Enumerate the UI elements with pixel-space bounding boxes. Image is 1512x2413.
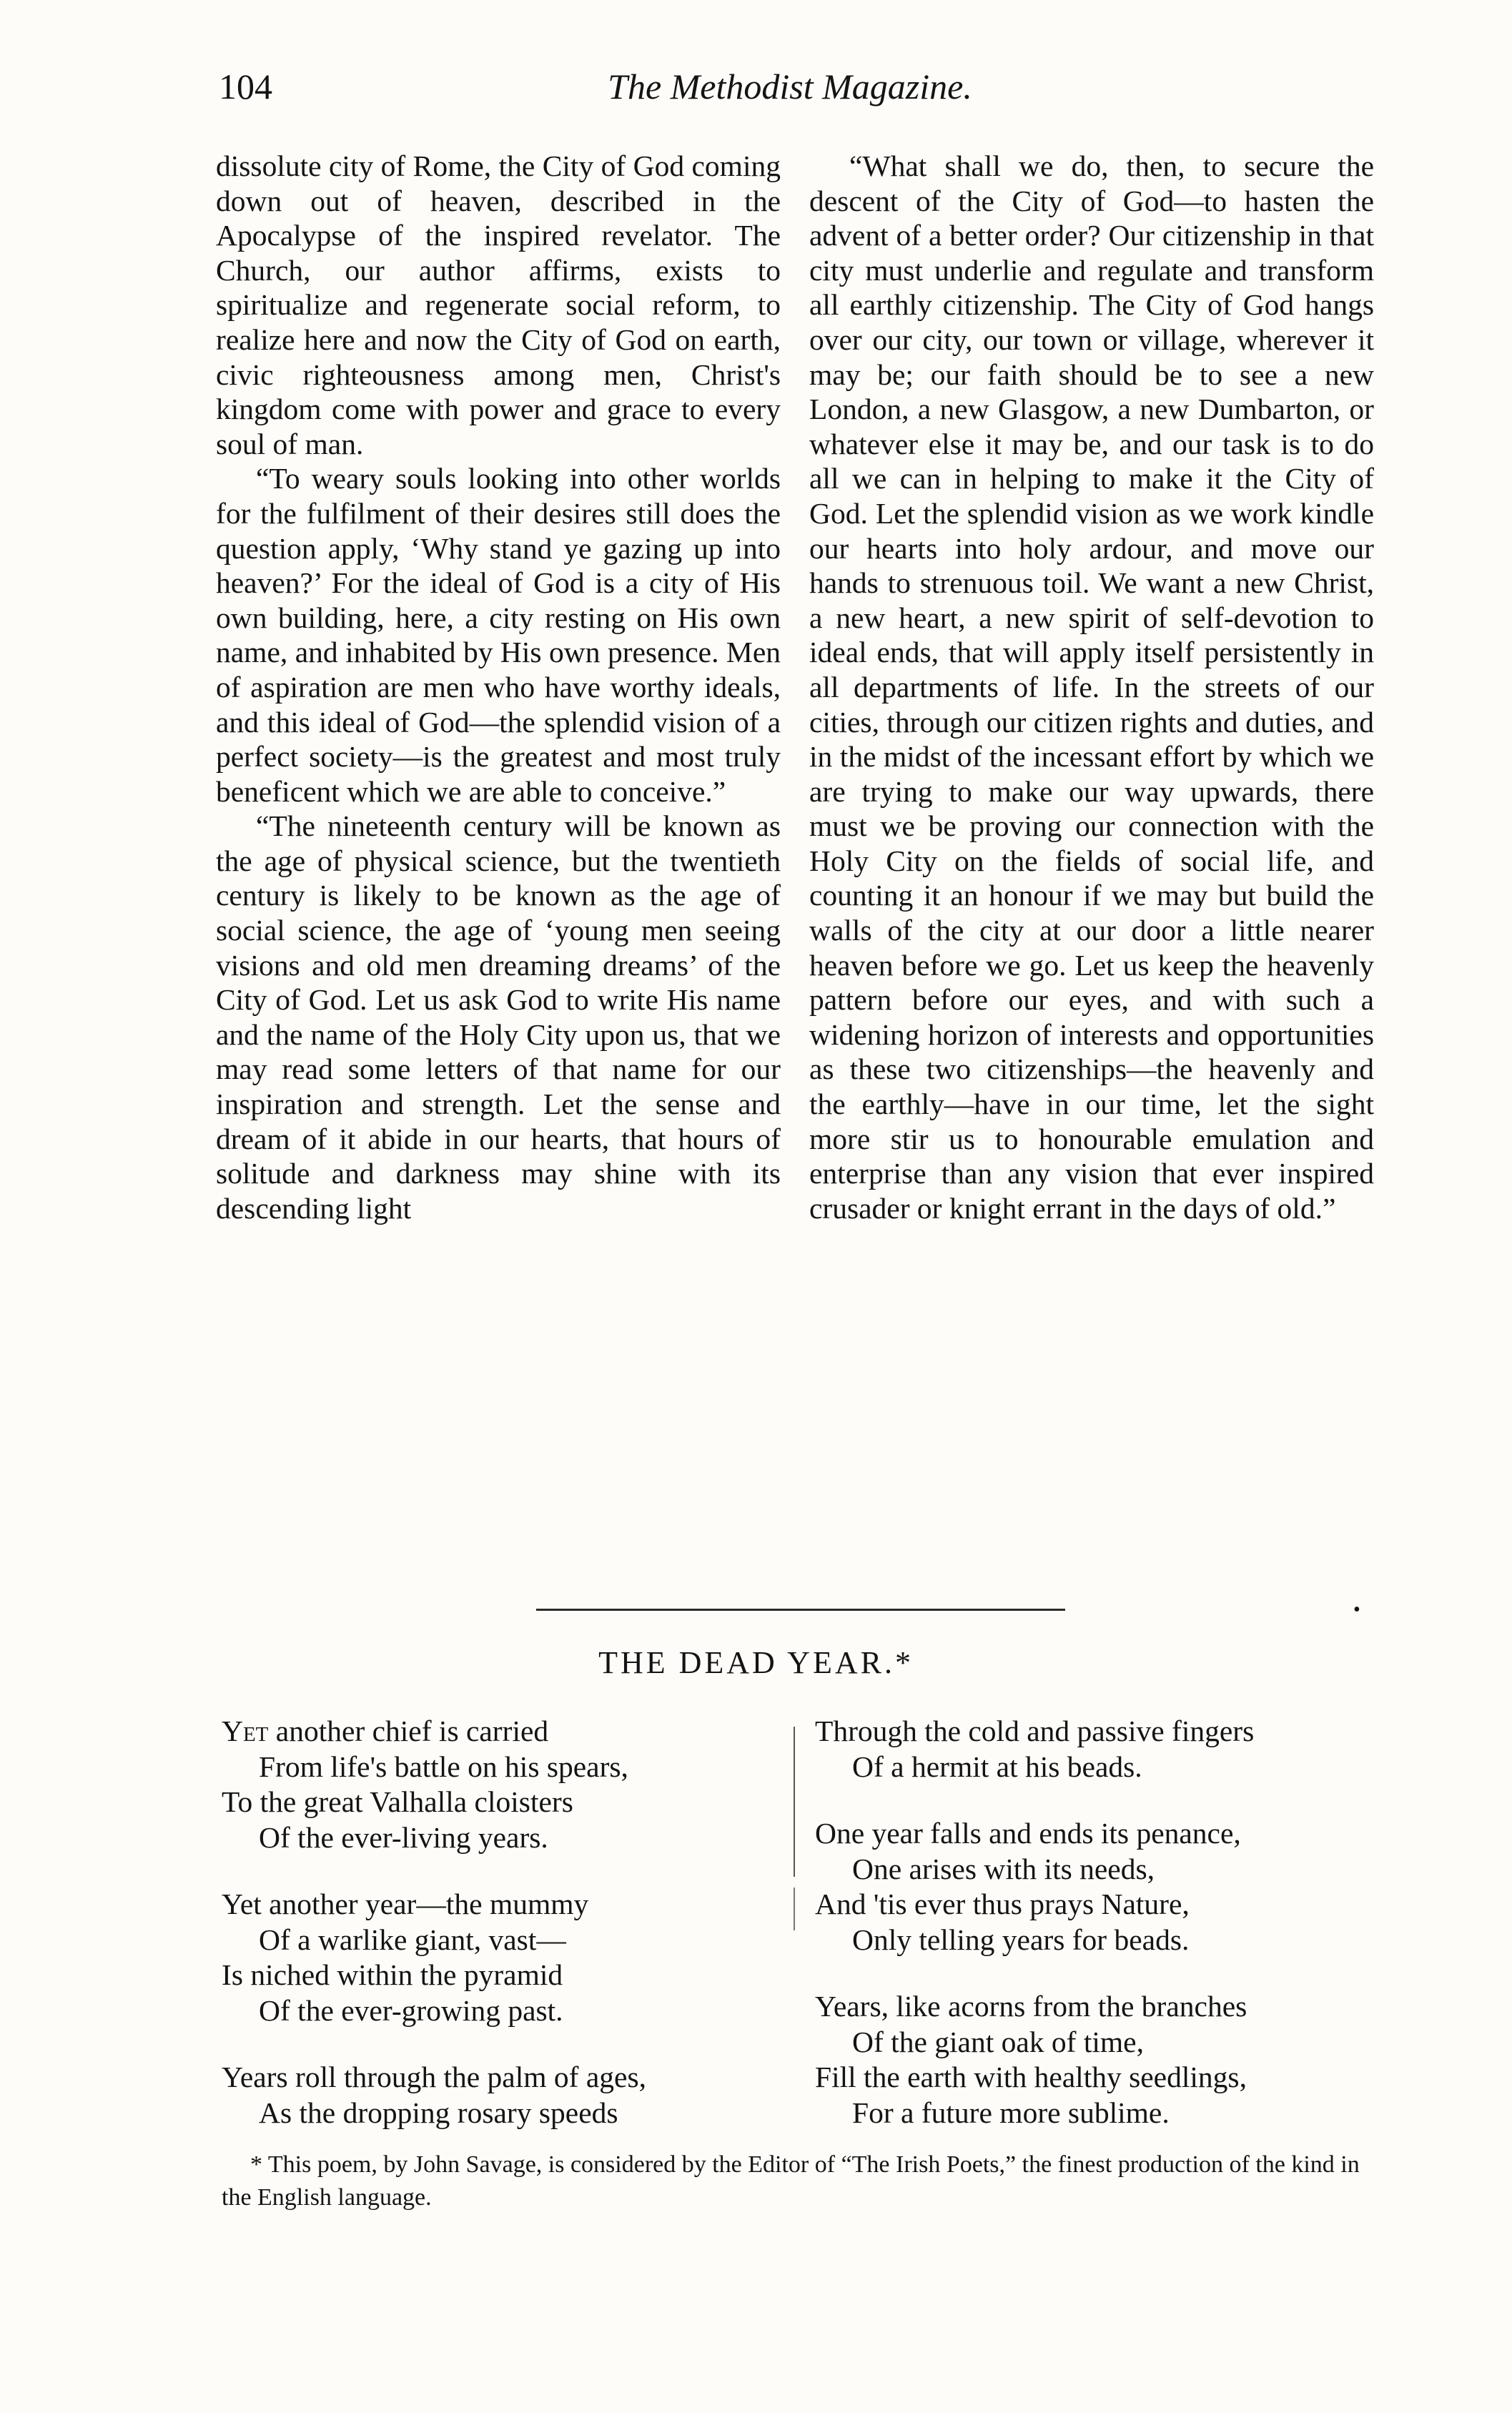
poem-line: Only telling years for beads. [852, 1923, 1190, 1956]
section-divider [536, 1609, 1065, 1611]
poem-stanza [815, 1816, 1380, 1958]
running-title: The Methodist Magazine. [608, 66, 972, 107]
poem-line: Of the giant oak of time, [852, 2025, 1144, 2058]
poem-line: Of a hermit at his beads. [852, 1750, 1142, 1783]
poem-line: Years, like acorns from the branches [815, 1990, 1247, 2023]
page-header [214, 66, 1365, 123]
paragraph: “To weary souls looking into other worlds for the fulfilment of their desires still does the question apply, ‘Why stand ye gazing up into heaven?’ For the ideal of God is a city of His own building, here, a city resting on His own name, and inhabited by His own presence. Men of aspiration are men who have worthy ideals, and this ideal of God—the splendid vision of a perfect society—is the greatest and most truly beneficent which we are able to conceive.” [216, 462, 781, 808]
right-column [809, 149, 1374, 1225]
poem-stanza [815, 1989, 1380, 2131]
poem-left-column [222, 1714, 794, 2162]
poem-line: Yet another year—the mummy [222, 1888, 589, 1920]
left-column [216, 149, 781, 1225]
poem-title: THE DEAD YEAR.* [598, 1645, 914, 1680]
poem-line: For a future more sublime. [852, 2096, 1170, 2129]
paragraph: “The nineteenth century will be known as the age of physical science, but the twentieth century is likely to be known as the age of social science, the age of ‘young men seeing visions and old men dreaming dreams’ of the City of God. Let us ask God to write His name and the name of the Holy City upon us, that we may read some letters of that name for our inspiration and strength. Let the sense and dream of it abide in our hearts, that hours of solitude and darkness may shine with its descending light [216, 809, 781, 1225]
poem-line: Of a warlike giant, vast— [259, 1923, 566, 1956]
poem-right-column [815, 1714, 1380, 2162]
poem-line: And 'tis ever thus prays Nature, [815, 1888, 1190, 1920]
poem-line: One arises with its needs, [852, 1852, 1155, 1885]
poem-line: Of the ever-living years. [259, 1820, 548, 1854]
column-rule [794, 1727, 795, 1877]
column-rule [794, 1888, 795, 1930]
poem-line: As the dropping rosary speeds [259, 2096, 618, 2129]
poem-line-text: another chief is carried [268, 1714, 549, 1747]
poem-line [222, 1714, 794, 1750]
printer-mark: • [1353, 1599, 1360, 1621]
drop-word: Yet [222, 1714, 269, 1747]
poem-line: Fill the earth with healthy seedlings, [815, 2061, 1247, 2093]
poem-line: Is niched within the pyramid [222, 1958, 563, 1991]
poem-line: One year falls and ends its penance, [815, 1817, 1241, 1850]
poem-line: From life's battle on his spears, [259, 1750, 628, 1783]
poem-line: Of the ever-growing past. [259, 1993, 563, 2027]
footnote: * This poem, by John Savage, is considered by the Editor of “The Irish Poets,” the finest production of the kind in the English language. [222, 2151, 1360, 2211]
poem-stanza [222, 1714, 794, 1855]
poem-line: Years roll through the palm of ages, [222, 2061, 646, 2093]
poem-line: To the great Valhalla cloisters [222, 1785, 573, 1818]
poem-stanza [222, 1887, 794, 2028]
poem-stanza [815, 1714, 1380, 1785]
paragraph: “What shall we do, then, to secure the descent of the City of God—to hasten the advent of a better order? Our citizenship in that city must underlie and regulate and transform all earthly citizenship. The City of God hangs over our city, our town or village, wherever it may be; our faith should be to see a new London, a new Glasgow, a new Dumbarton, or whatever else it may be, and our task is to do all we can in helping to make it the City of God. Let the splendid vision as we work kindle our hearts into holy ardour, and move our hands to strenuous toil. We want a new Christ, a new heart, a new spirit of self-devotion to ideal ends, that will apply itself persistently in all departments of life. In the streets of our cities, through our citizen rights and duties, and in the midst of the incessant effort by which we are trying to make our way upwards, there must we be proving our connection with the Holy City on the fields of social life, and counting it an honour if we may but build the walls of the city at our door a little nearer heaven before we go. Let us keep the heavenly pattern before our eyes, and with such a widening horizon of interests and opportunities as these two citizenships—the heavenly and the earthly—have in our time, let the sight more stir us to honourable emulation and enterprise than any vision that ever inspired crusader or knight errant in the days of old.” [809, 149, 1374, 1225]
poem-stanza [222, 2060, 794, 2131]
page-number: 104 [219, 66, 272, 107]
poem-line: Through the cold and passive fingers [815, 1714, 1255, 1747]
paragraph: dissolute city of Rome, the City of God coming down out of heaven, described in the Apocalypse of the inspired revelator. The Church, our author affirms, exists to spiritualize and regenerate social reform, to realize here and now the City of God on earth, civic righteousness among men, Christ's kingdom come with power and grace to every soul of man. [216, 149, 781, 460]
